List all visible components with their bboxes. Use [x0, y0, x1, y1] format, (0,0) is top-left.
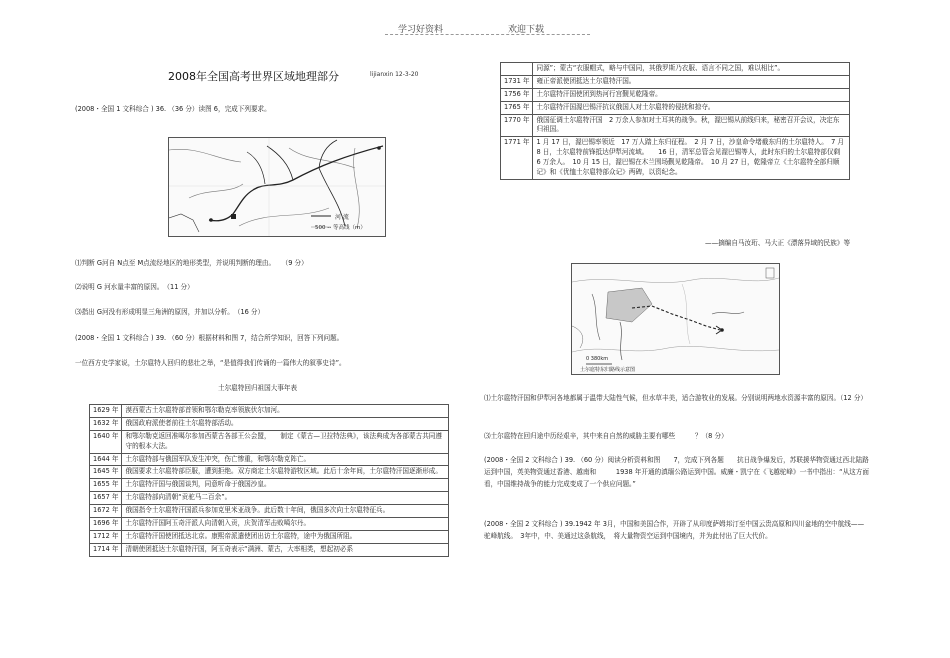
q36-3: ⑶指出 G河没有形成明显三角洲的原因，并加以分析。 （16 分）: [75, 308, 265, 316]
header-left: 学习好资料: [398, 25, 444, 35]
river-map-drawing: [169, 138, 385, 236]
row-year: 1644 年: [90, 453, 122, 466]
row-event: 俄国指令土尔扈特汗国派兵参加克里米亚战争。此后数十年间，俄国多次向土尔扈特征兵。: [122, 505, 449, 518]
route-map: [571, 263, 780, 375]
row-event: 1 月 17 日，渥巴锡率领近 17 万人踏上东归征程。 2 月 7 日，沙皇命令堵截东归的土尔扈特人。 7 月 8 日，土尔扈特前锋抵达伊犁河流域。 16 日，清军总管会见渥巴锡等人，此时东归的土尔扈特部仅剩 6 万余人。 10 月 15 日，渥巴锡在木兰围场觐见乾隆帝。 10 月 27 日，乾隆帝立《土尔扈特全部归顺记》和《优恤土尔扈特部众记》两碑，以资纪念。: [533, 137, 850, 180]
route-map-caption: 土尔扈特东归路线示意图: [580, 367, 636, 373]
table-title: 土尔扈特回归祖国大事年表: [218, 384, 298, 392]
row-event: 土尔扈特汗国使团抵达北京。康熙帝派遣使团出访土尔扈特，途中为俄国所阻。: [122, 530, 449, 543]
river-map-legend-river: 河 流: [335, 214, 349, 221]
row-event: 土尔扈特部向清朝“贡驼马二百余”。: [122, 492, 449, 505]
table-row: [501, 63, 850, 76]
table-row: [90, 492, 449, 505]
river-map: [168, 137, 386, 237]
row-year: 1640 年: [90, 430, 122, 453]
row-year: [501, 63, 533, 76]
table-row: [90, 405, 449, 418]
row-year: 1770 年: [501, 114, 533, 137]
row-event: 清朝使团抵达土尔扈特汗国，阿玉奇表示“满洲、蒙古，大率相类，想起初必系: [122, 543, 449, 556]
table-row: [90, 417, 449, 430]
river-map-legend-contour: 500 -- 等高线（m）: [315, 225, 366, 231]
row-year: 1657 年: [90, 492, 122, 505]
row-year: 1771 年: [501, 137, 533, 180]
table-row: [90, 505, 449, 518]
q36-2: ⑵说明 G 河水量丰富的原因。 （11 分）: [75, 283, 194, 291]
row-year: 1645 年: [90, 466, 122, 479]
row-year: 1655 年: [90, 479, 122, 492]
q39-quote: 一位西方史学家说，土尔扈特人回归的悲壮之举，“是值得我们传诵的一篇伟大的叙事史诗”。: [75, 359, 346, 367]
row-year: 1672 年: [90, 505, 122, 518]
route-map-scale: 0 380km: [586, 356, 609, 362]
row-event: 土尔扈特汗国与俄国谈判，同意听命于俄国沙皇。: [122, 479, 449, 492]
row-year: 1712 年: [90, 530, 122, 543]
row-event: 同源”；蒙古“衣服帽式，略与中国同，其俄罗斯乃衣服、语言不同之国，难以相比”。: [533, 63, 850, 76]
header-divider: [385, 34, 590, 35]
row-year: 1731 年: [501, 75, 533, 88]
table-row: [90, 430, 449, 453]
table-row: [501, 75, 850, 88]
table-source: ——摘编自马汝珩、马大正《漂落异域的民族》等: [705, 239, 851, 247]
row-event: 土尔扈特汗国阿玉奇汗派人向清朝入贡，庆贺清军击败噶尔丹。: [122, 518, 449, 531]
row-event: 和鄂尔勒克返回准噶尔参加西蒙古各部王公会盟， 制定《蒙古—卫拉特法典》，该法典成为各部蒙古共同遵守的根本大法。: [122, 430, 449, 453]
table-row: [90, 518, 449, 531]
table-row: [90, 479, 449, 492]
events-table-right: [500, 62, 854, 180]
table-row: [90, 466, 449, 479]
q39-1: ⑴土尔扈特汗国和伊犁河各地都属于温带大陆性气候，但水草丰美，适合游牧业的发展。分别说明两地水资源丰富的原因。（12 分）: [484, 394, 868, 402]
row-event: 土尔扈特汗国渥巴锡汗抗议俄国人对土尔扈特的侵扰和掠夺。: [533, 101, 850, 114]
q36-intro: (2008・全国 1 文科综合 ) 36. （36 分）读图 6，完成下列要求。: [75, 105, 271, 113]
row-event: 俄国政府派使者前往土尔扈特部活动。: [122, 417, 449, 430]
table-row: [501, 88, 850, 101]
events-table-left: [89, 404, 449, 557]
page-title: 2008年全国高考世界区域地理部分: [168, 70, 339, 83]
q36-1: ⑴判断 G河自 N点至 M点流经地区的地形类型，并说明判断的理由。 （9 分）: [75, 259, 308, 267]
row-year: 1756 年: [501, 88, 533, 101]
row-event: 雍正帝派使团抵达土尔扈特汗国。: [533, 75, 850, 88]
row-year: 1632 年: [90, 417, 122, 430]
row-year: 1714 年: [90, 543, 122, 556]
row-year: 1696 年: [90, 518, 122, 531]
q2-39-1: (2008・全国 2 文科综合 ) 39.1942 年 3月，中国和美国合作，开辟了从印度萨姆邦汀至中国云贵高原和四川盆地的空中航线——驼峰航线。 3年中，中、美通过这条航线， 将大量物资空运到中国境内，并为此付出了巨大代价。: [484, 520, 865, 541]
row-year: 1629 年: [90, 405, 122, 418]
row-event: 土尔扈特汗国使团到热河行宫觐见乾隆帝。: [533, 88, 850, 101]
q2-39: (2008・全国 2 文科综合 ) 39. （60 分）阅读分析资料和图 7，完成下列各题 抗日战争爆发后，苏联援华物资通过西北陆路运到中国，英美物资通过香港、越南和 1938 年开通的滇缅公路运到中国。威廉・凯宁在《飞越驼峰》一书中指出：“从这方面看，中国维持战争的能力完成变成了一个供应问题。”: [484, 456, 869, 489]
q39-3: ⑶土尔扈特在回归途中历经艰辛，其中来自自然的威胁主要有哪些 ？（8 分）: [484, 432, 728, 440]
row-event: 土尔扈特部与俄国军队发生冲突，伤亡惨重，和鄂尔勒克阵亡。: [122, 453, 449, 466]
table-row: [501, 137, 850, 180]
table-row: [501, 101, 850, 114]
table-row: [90, 530, 449, 543]
page-title-sub: lijianxin 12-3-20: [370, 71, 419, 78]
q39-intro: (2008・全国 1 文科综合 ) 39. （60 分）根据材料和图 7，结合所学知识，回答下列问题。: [75, 334, 344, 342]
header-right: 欢迎下载: [508, 25, 545, 35]
table-row: [501, 114, 850, 137]
table-row: [90, 543, 449, 556]
row-event: 漠西蒙古土尔扈特部首领和鄂尔勒克率领族伏尔加河。: [122, 405, 449, 418]
row-event: 俄国征调土尔扈特汗国 2 万余人参加对土耳其的战争。秋，渥巴锡从前线归来，秘密召开会议，决定东归祖国。: [533, 114, 850, 137]
row-year: 1765 年: [501, 101, 533, 114]
table-row: [90, 453, 449, 466]
row-event: 俄国要求土尔扈特部臣服，遭到拒绝。双方商定土尔扈特游牧区域。此后十余年间，土尔扈特汗国逐渐形成。: [122, 466, 449, 479]
